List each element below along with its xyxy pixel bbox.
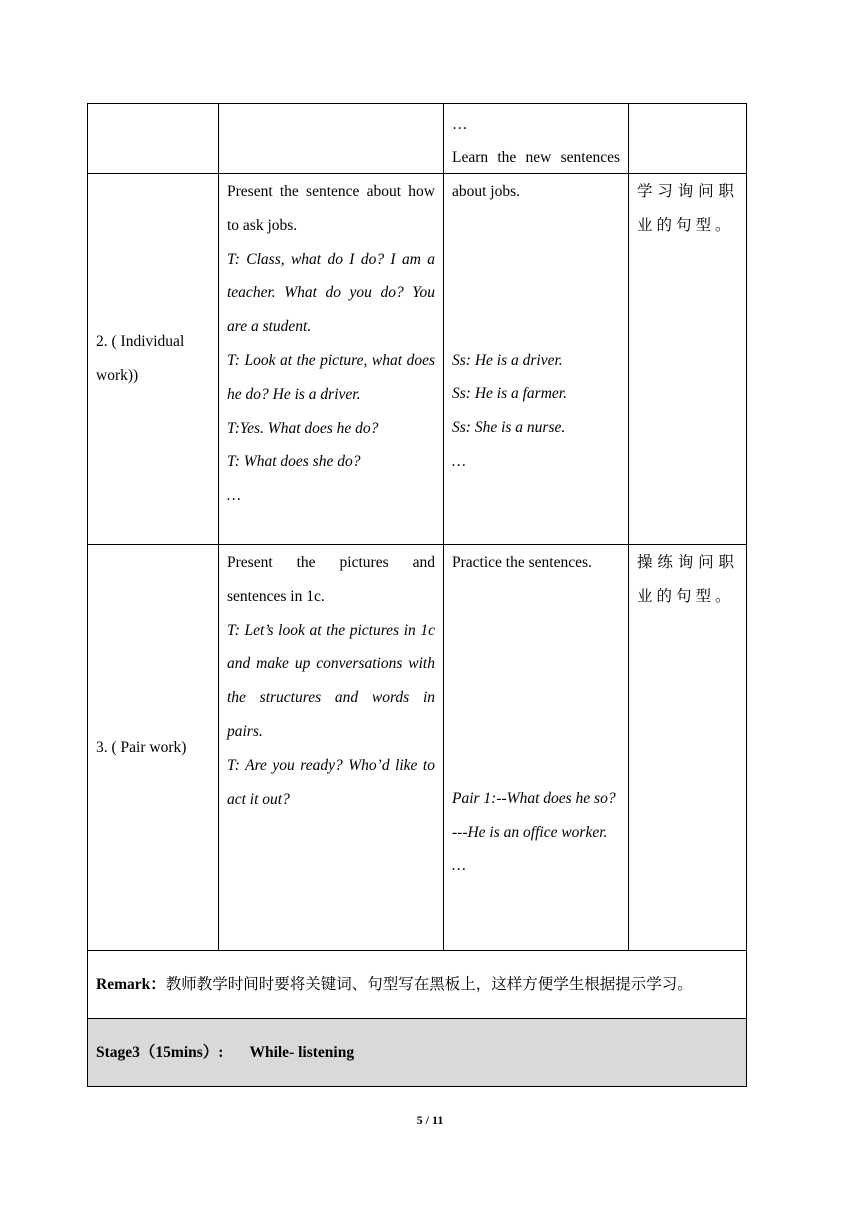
remark-text: 教师教学时间时要将关键词、句型写在黑板上，这样方便学生根据提示学习。 (165, 975, 693, 993)
teacher-line: … (227, 487, 241, 505)
purpose-text: 学习询问职业的句型。 (637, 183, 738, 234)
cell-empty (88, 104, 219, 174)
spacer (452, 209, 620, 344)
teacher-activity-cell (219, 174, 444, 545)
lesson-plan-table (87, 103, 747, 1087)
remark-label: Remark： (96, 975, 166, 993)
student-activity-cell (444, 545, 629, 951)
student-intro-text: Learn the new sentences about jobs. (452, 149, 620, 200)
step-label: 3. ( Pair work) (96, 738, 187, 756)
ellipsis-text: … (452, 116, 468, 133)
teacher-activity-cell (219, 545, 444, 951)
cell-empty (629, 104, 747, 174)
teacher-line: T: Look at the picture, what does he do? He is a driver. (227, 351, 435, 403)
teacher-line: T: Let’s look at the pictures in 1c and make up conversations with the structures and words in pairs. (227, 621, 435, 740)
student-line: Ss: She is a nurse. (452, 419, 566, 437)
student-line: … (452, 452, 466, 470)
remark-row (88, 951, 747, 1019)
stage-cell (88, 1019, 747, 1087)
teacher-line: T: Are you ready? Who’d like to act it out? (227, 756, 435, 808)
student-line: ---He is an office worker. (452, 823, 608, 841)
student-intro-text: Practice the sentences. (452, 554, 592, 571)
teacher-intro: Present the pictures and sentences in 1c. (227, 554, 435, 605)
purpose-text: 操练询问职业的句型。 (637, 554, 738, 605)
cell-empty (219, 104, 444, 174)
stage-title: While- listening (249, 1043, 355, 1061)
student-line: Ss: He is a farmer. (452, 385, 567, 403)
step-label: 2. ( Individual work)) (96, 333, 185, 384)
student-activity-cell (444, 149, 629, 545)
teacher-line: T: What does she do? (227, 453, 361, 471)
stage-row (88, 1019, 747, 1087)
purpose-cell (629, 545, 747, 951)
teacher-line: T:Yes. What does he do? (227, 419, 379, 437)
teacher-line: T: Class, what do I do? I am a teacher. What do you do? You are a student. (227, 250, 435, 336)
spacer (452, 580, 620, 782)
step-label-cell (88, 545, 219, 951)
stage-label: Stage3（15mins）: (96, 1043, 224, 1061)
student-line: Pair 1:--What does he so? (452, 789, 616, 807)
student-line: … (452, 857, 466, 875)
table-row-pair-work (88, 545, 747, 951)
student-line: Ss: He is a driver. (452, 351, 563, 369)
page-number: 5 / 11 (416, 1113, 444, 1127)
step-label-cell (88, 174, 219, 545)
table-row-continued (88, 104, 747, 174)
purpose-cell (629, 174, 747, 545)
table-row-individual-work (88, 174, 747, 545)
teacher-line: Present the sentence about how to ask jobs. (227, 183, 435, 234)
remark-cell (88, 951, 747, 1019)
